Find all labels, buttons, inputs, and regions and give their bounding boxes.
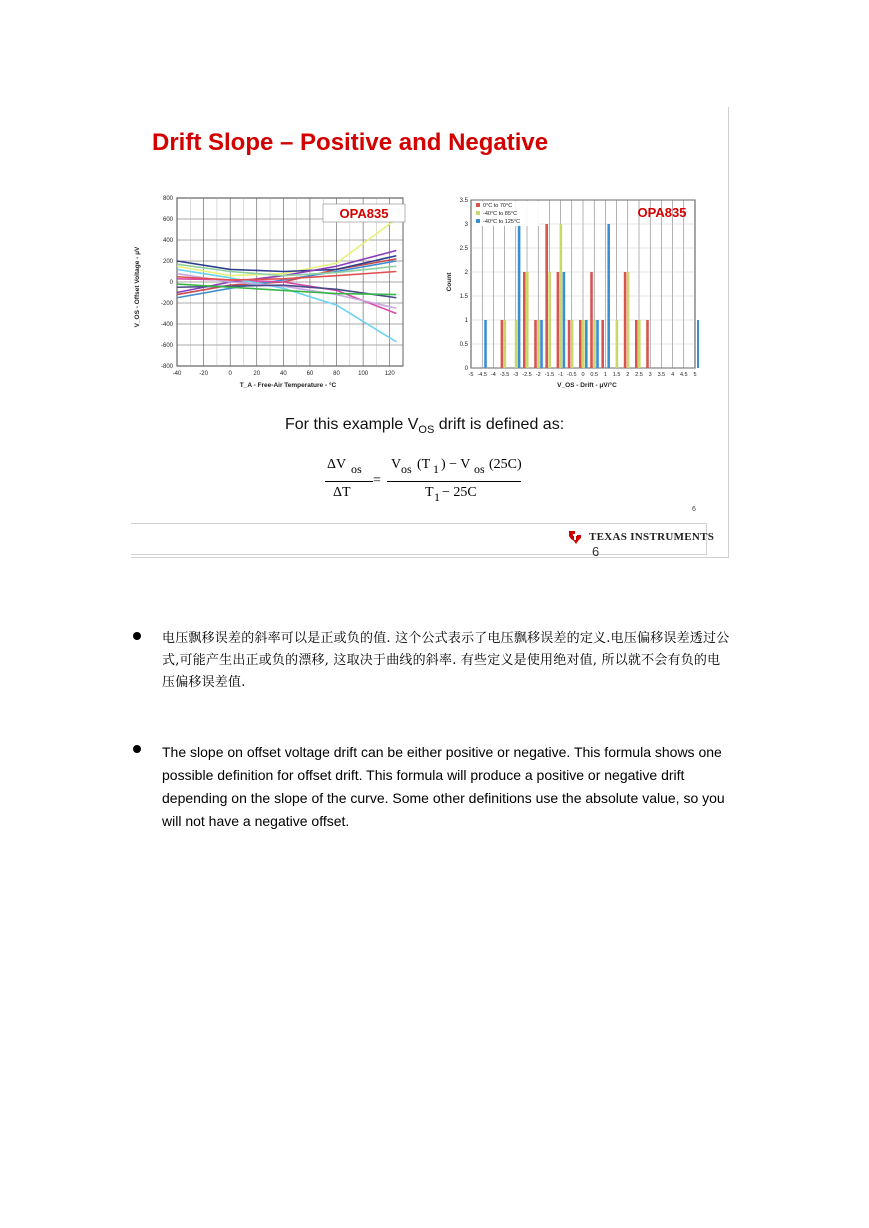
histogram-bar bbox=[616, 320, 619, 368]
bullet-text-english: The slope on offset voltage drift can be either positive or negative. This formula shows one possible definition for offset drift. This formula will produce a positive or negative drift depending on the slope of the curve. Some other definitions use the absolute value, so you will not have a negative offset. bbox=[162, 744, 725, 829]
histogram-bar bbox=[560, 224, 563, 368]
histogram-bar bbox=[590, 272, 593, 368]
company-name: TEXAS INSTRUMENTS bbox=[589, 531, 715, 543]
line-chart-x-tick: 20 bbox=[253, 371, 261, 377]
texas-state-icon bbox=[567, 529, 583, 545]
bar-chart-x-tick: -2 bbox=[535, 372, 541, 378]
bar-chart-x-tick: 1 bbox=[603, 372, 607, 378]
bar-chart-x-tick: 4.5 bbox=[679, 372, 688, 378]
histogram-bar bbox=[563, 272, 566, 368]
line-chart-y-tick: 0 bbox=[169, 280, 173, 286]
slide-page-number: 6 bbox=[692, 506, 696, 513]
histogram-bar bbox=[501, 320, 504, 368]
line-chart-x-tick: 100 bbox=[358, 371, 369, 377]
ti-logo bbox=[567, 529, 714, 545]
legend-entry: -40°C to 125°C bbox=[483, 219, 521, 225]
offset-voltage-line-chart bbox=[131, 192, 421, 392]
line-chart-y-tick: -800 bbox=[160, 364, 173, 370]
line-chart-y-tick: 600 bbox=[162, 217, 173, 223]
line-chart-x-tick: -40 bbox=[172, 371, 182, 377]
bar-chart-x-tick: -4 bbox=[490, 372, 496, 378]
bar-chart-y-tick: 3 bbox=[464, 222, 468, 228]
bar-chart-x-tick: -5 bbox=[468, 372, 474, 378]
histogram-bar bbox=[568, 320, 571, 368]
slide bbox=[131, 107, 729, 558]
bar-chart-x-tick: 3 bbox=[648, 372, 652, 378]
bar-chart-y-tick: 1 bbox=[464, 318, 468, 324]
bar-chart-y-tick: 2.5 bbox=[459, 246, 468, 252]
bar-chart-x-tick: -2.5 bbox=[522, 372, 532, 378]
bar-chart-x-tick: -3 bbox=[513, 372, 519, 378]
bar-chart-x-tick: -0.5 bbox=[567, 372, 577, 378]
bar-chart-x-tick: 1.5 bbox=[612, 372, 621, 378]
line-chart-y-tick: 400 bbox=[162, 238, 173, 244]
bar-chart-x-tick: 2 bbox=[626, 372, 630, 378]
histogram-bar bbox=[624, 272, 627, 368]
histogram-bar bbox=[515, 320, 518, 368]
line-chart-y-tick: -600 bbox=[160, 343, 173, 349]
bar-chart-x-tick: -1.5 bbox=[544, 372, 555, 378]
line-chart-ylabel: V_OS - Offset Voltage - μV bbox=[134, 246, 141, 328]
histogram-bar bbox=[596, 320, 599, 368]
bullet-dot-icon bbox=[133, 745, 141, 753]
histogram-bar bbox=[601, 320, 604, 368]
line-chart-x-tick: -20 bbox=[199, 371, 208, 377]
histogram-bar bbox=[582, 320, 585, 368]
bar-chart-x-tick: 0.5 bbox=[590, 372, 599, 378]
line-chart-y-tick: 200 bbox=[162, 259, 173, 265]
bar-chart-x-tick: 0 bbox=[581, 372, 585, 378]
histogram-bar bbox=[635, 320, 638, 368]
slide-title: Drift Slope – Positive and Negative bbox=[152, 129, 549, 156]
bar-chart-y-tick: 1.5 bbox=[459, 294, 468, 300]
histogram-bar bbox=[537, 320, 540, 368]
bar-chart-y-tick: 0.5 bbox=[459, 342, 468, 348]
legend-entry: -40°C to 85°C bbox=[483, 211, 518, 217]
histogram-bar bbox=[638, 320, 641, 368]
histogram-bar bbox=[548, 272, 551, 368]
histogram-bar bbox=[571, 320, 574, 368]
histogram-bar bbox=[504, 320, 507, 368]
histogram-bar bbox=[593, 320, 596, 368]
histogram-bar bbox=[585, 320, 588, 368]
line-chart-y-tick: -200 bbox=[160, 301, 173, 307]
line-chart-y-tick: 800 bbox=[162, 196, 173, 202]
example-definition-text: For this example $V_{OS}$ drift is defined as: bbox=[285, 416, 565, 437]
legend-swatch bbox=[476, 219, 480, 223]
line-chart-x-tick: 0 bbox=[228, 371, 232, 377]
bar-chart-ylabel: Count bbox=[446, 272, 453, 292]
histogram-bar bbox=[484, 320, 487, 368]
drift-histogram-chart bbox=[439, 192, 699, 392]
histogram-bar bbox=[540, 320, 543, 368]
histogram-bar bbox=[557, 272, 560, 368]
bullet-dot-icon bbox=[133, 632, 141, 640]
legend-entry: 0°C to 70°C bbox=[483, 203, 513, 209]
line-chart-tag: OPA835 bbox=[339, 206, 389, 221]
histogram-bar bbox=[646, 320, 649, 368]
bar-chart-y-tick: 0 bbox=[464, 366, 468, 372]
legend-swatch bbox=[476, 203, 480, 207]
histogram-bar bbox=[627, 272, 630, 368]
histogram-bar bbox=[523, 272, 526, 368]
bar-chart-x-tick: 2.5 bbox=[635, 372, 643, 378]
line-chart-x-tick: 60 bbox=[306, 371, 314, 377]
legend-swatch bbox=[476, 211, 480, 215]
histogram-bar bbox=[534, 320, 537, 368]
bar-chart-x-tick: -3.5 bbox=[499, 372, 510, 378]
bar-chart-x-tick: -4.5 bbox=[477, 372, 487, 378]
bar-chart-x-tick: 5 bbox=[693, 372, 697, 378]
line-chart-x-tick: 80 bbox=[333, 371, 340, 377]
histogram-bar bbox=[545, 224, 548, 368]
bar-chart-x-tick: 4 bbox=[671, 372, 675, 378]
bar-chart-y-tick: 2 bbox=[464, 270, 468, 276]
line-chart-x-tick: 120 bbox=[384, 371, 395, 377]
line-chart-xlabel: T_A - Free-Air Temperature - °C bbox=[239, 382, 337, 389]
bar-chart-x-tick: -1 bbox=[558, 372, 564, 378]
line-chart-y-tick: -400 bbox=[160, 322, 173, 328]
bullet-text-chinese: 电压飘移误差的斜率可以是正或负的值. 这个公式表示了电压飘移误差的定义.电压偏移误差透过公式,可能产生出正或负的漂移, 这取决于曲线的斜率. 有些定义是使用绝对值, 所以就不会有负的电压偏移误差值. bbox=[162, 631, 730, 690]
bar-chart-y-tick: 3.5 bbox=[459, 198, 468, 204]
line-chart-x-tick: 40 bbox=[280, 371, 287, 377]
drift-formula: ΔV os ΔT = V os (T 1 ) − V os (25C) T 1 − 25C bbox=[327, 457, 522, 504]
histogram-bar bbox=[579, 320, 582, 368]
page-number: 6 bbox=[592, 544, 600, 559]
histogram-bar bbox=[526, 272, 529, 368]
histogram-bar bbox=[697, 320, 699, 368]
histogram-bar bbox=[518, 224, 521, 368]
bar-chart-xlabel: V_OS - Drift - μV/°C bbox=[557, 382, 617, 389]
histogram-bar bbox=[607, 224, 610, 368]
bar-chart-tag: OPA835 bbox=[637, 205, 687, 220]
bar-chart-x-tick: 3.5 bbox=[657, 372, 666, 378]
